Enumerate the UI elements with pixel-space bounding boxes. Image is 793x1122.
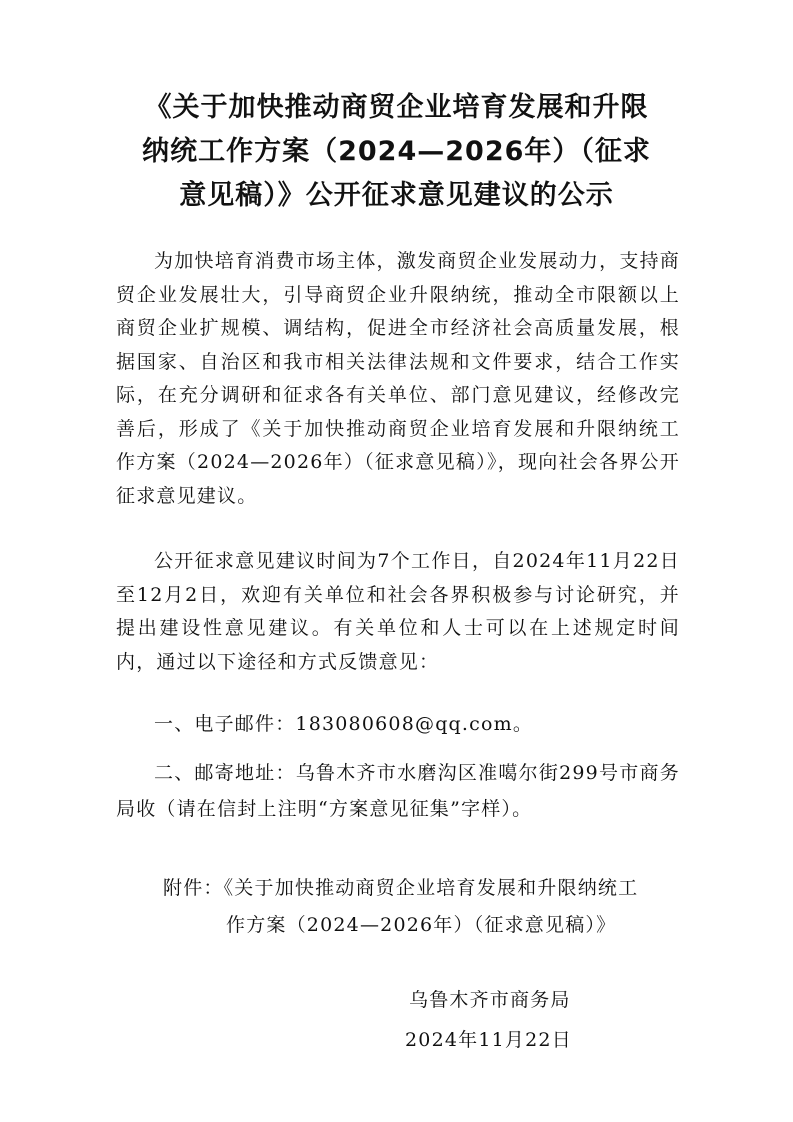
attachment-line-1: 附件：《关于加快推动商贸企业培育发展和升限纳统工 (163, 877, 639, 899)
email-paragraph: 一、电子邮件：183080608@qq.com。 (154, 713, 534, 735)
attachment-line-2: 作方案（2024—2026年）（征求意见稿）》 (226, 914, 617, 936)
intro-paragraph: 为加快培育消费市场主体，激发商贸企业发展动力，支持商贸企业发展壮大，引导商贸企业升限纳统，推动全市限额以上商贸企业扩规模、调结构，促进全市经济社会高质量发展，根据国家、自治区和我市相关法律法规和文件要求，结合工作实际，在充分调研和征求各有关单位、部门意见建议，经修改完善后，形成了《关于加快推动商贸企业培育发展和升限纳统工作方案（2024—2026年）（征求意见稿）》，现向社会各界公开征求意见建议。 (116, 250, 680, 507)
signature-organization: 乌鲁木齐市商务局 (409, 989, 571, 1011)
title-line-1: 《关于加快推动商贸企业培育发展和升限 (144, 92, 649, 123)
title-line-2: 纳统工作方案（2024—2026年）（征求 (142, 136, 651, 167)
period-paragraph: 公开征求意见建议时间为7个工作日，自2024年11月22日至12月2日，欢迎有关单位和社会各界积极参与讨论研究，并提出建设性意见建议。有关单位和人士可以在上述规定时间内，通过以下途径和方式反馈意见： (116, 550, 680, 673)
document-title (100, 86, 693, 218)
signature-date: 2024年11月22日 (405, 1029, 572, 1051)
title-line-3: 意见稿）》公开征求意见建议的公示 (179, 180, 614, 211)
mail-address-paragraph: 二、邮寄地址：乌鲁木齐市水磨沟区准噶尔街299号市商务局收（请在信封上注明“方案意见征集”字样）。 (116, 762, 680, 820)
signature-block (405, 980, 665, 1060)
attachment-note (163, 870, 683, 944)
